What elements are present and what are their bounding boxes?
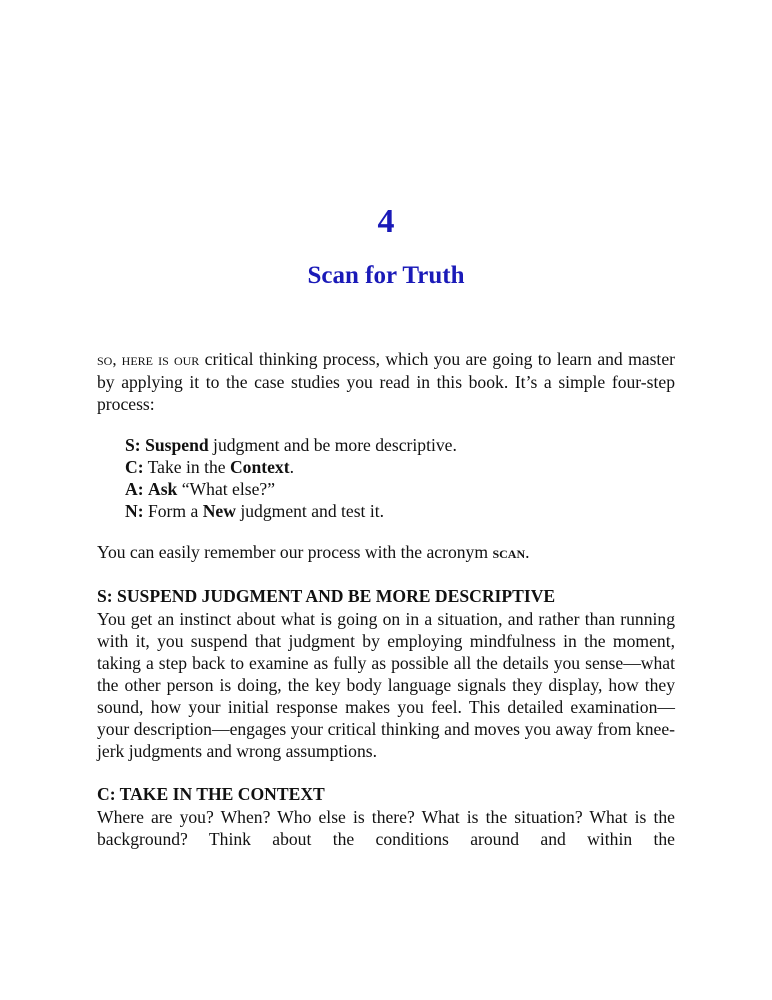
chapter-number: 4 (377, 203, 395, 240)
step-text: . (289, 457, 294, 477)
step-letter: C: (125, 457, 144, 477)
step-letter: N: (125, 501, 144, 521)
step-keyword: Suspend (145, 435, 209, 455)
step-s (125, 434, 675, 456)
acronym-end: . (525, 542, 530, 562)
section-body-context: Where are you? When? Who else is there? What is the situation? What is the background? Think about the conditions around and within the (97, 807, 675, 849)
section-heading-context: C: TAKE IN THE CONTEXT (97, 784, 325, 804)
intro-text: critical thinking process, which you are going to learn and master by applying it to the case studies you read in this book. It’s a simple four-step process: (97, 349, 675, 414)
step-keyword: New (202, 501, 236, 521)
step-text: Take in the (143, 457, 230, 477)
scan-steps-list (125, 434, 675, 522)
intro-paragraph (97, 348, 675, 415)
step-text: Form a (143, 501, 203, 521)
chapter-body (97, 348, 675, 850)
step-keyword: Ask (147, 479, 178, 499)
step-letter: S: (125, 435, 141, 455)
acronym-text: You can easily remember our process with the acronym (97, 542, 493, 562)
step-n (125, 500, 675, 522)
step-c (125, 456, 675, 478)
acronym: scan (492, 543, 526, 562)
step-text: judgment and be more descriptive. (208, 435, 457, 455)
step-keyword: Context (229, 457, 290, 477)
intro-lead-in: so, here is our (97, 350, 200, 369)
step-text: judgment and test it. (235, 501, 385, 521)
step-text: “What else?” (177, 479, 276, 499)
section-body-suspend: You get an instinct about what is going on in a situation, and rather than running with it, you suspend that judgment by employing mindfulness in the moment, taking a step back to examine as fully as possible all the details you sense—what the other person is doing, the key body language signals they display, how they sound, how your initial response makes you feel. This detailed examination—your description—engages your critical thinking and moves you away from knee-jerk judgments and wrong assumptions. (97, 609, 675, 761)
chapter-title: Scan for Truth (307, 262, 465, 289)
step-letter: A: (125, 479, 144, 499)
acronym-paragraph (97, 541, 675, 564)
step-a (125, 478, 675, 500)
section-heading-suspend: S: SUSPEND JUDGMENT AND BE MORE DESCRIPTIVE (97, 586, 556, 606)
